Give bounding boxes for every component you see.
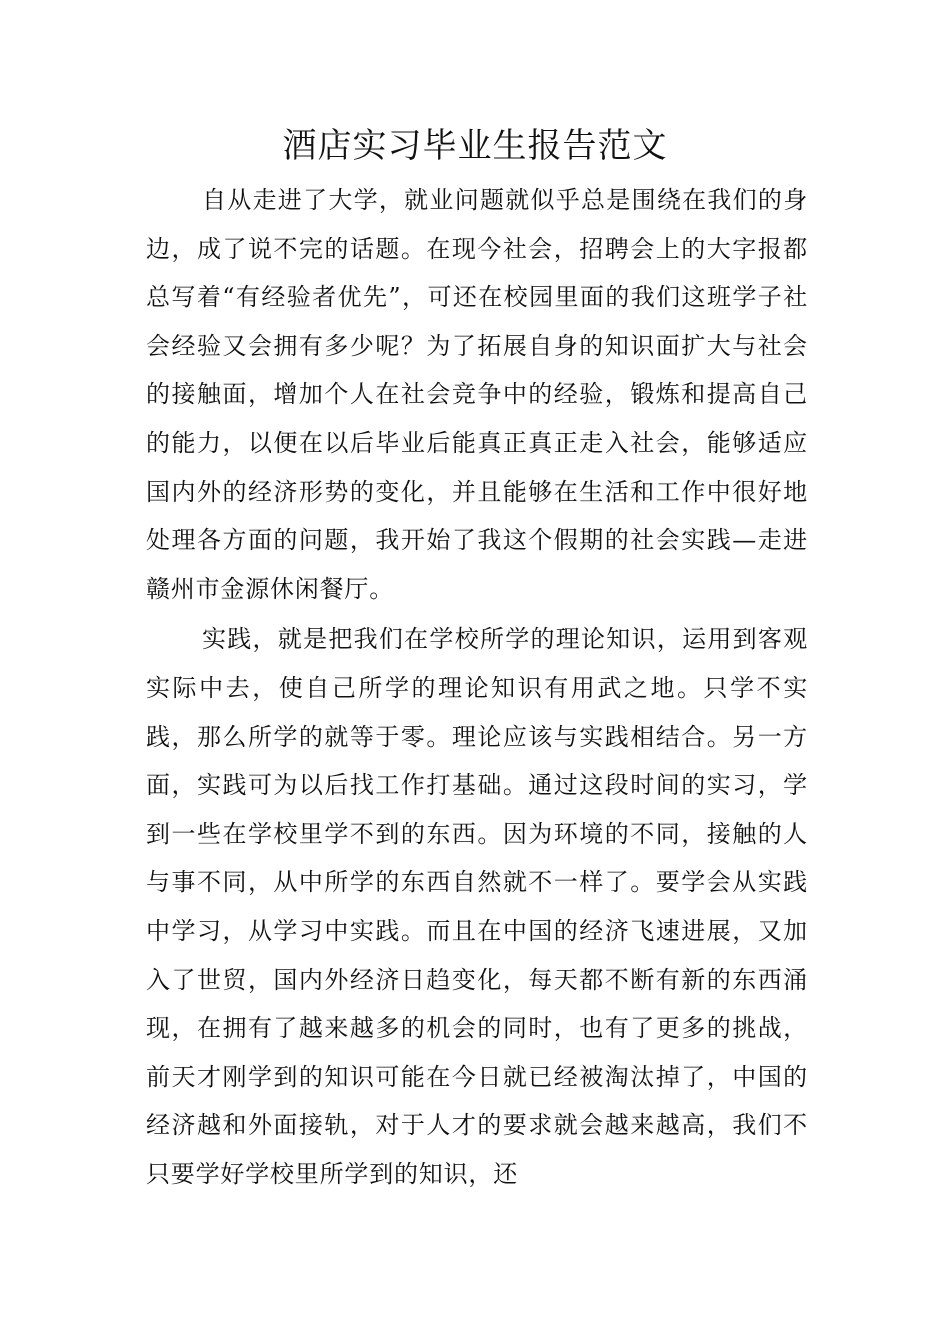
paragraph-1: 自从走进了大学，就业问题就似乎总是围绕在我们的身边，成了说不完的话题。在现今社会，招聘会上的大字报都总写着“有经验者优先”，可还在校园里面的我们这班学子社会经验又会拥有多少呢？为了拓展自身的知识面扩大与社会的接触面，增加个人在社会竞争中的经验，锻炼和提高自己的能力，以便在以后毕业后能真正真正走入社会，能够适应国内外的经济形势的变化，并且能够在生活和工作中很好地处理各方面的问题，我开始了我这个假期的社会实践—走进赣州市金源休闲餐厅。: [146, 186, 808, 603]
document-body: [146, 176, 808, 1198]
paragraph-2: 实践，就是把我们在学校所学的理论知识，运用到客观实际中去，使自己所学的理论知识有用武之地。只学不实践，那么所学的就等于零。理论应该与实践相结合。另一方面，实践可为以后找工作打基础。通过这段时间的实习，学到一些在学校里学不到的东西。因为环境的不同，接触的人与事不同，从中所学的东西自然就不一样了。要学会从实践中学习，从学习中实践。而且在中国的经济飞速进展，又加入了世贸，国内外经济日趋变化，每天都不断有新的东西涌现，在拥有了越来越多的机会的同时，也有了更多的挑战，前天才刚学到的知识可能在今日就已经被淘汰掉了，中国的经济越和外面接轨，对于人才的要求就会越来越高，我们不只要学好学校里所学到的知识，还: [146, 625, 808, 1188]
document-title: 酒店实习毕业生报告范文: [282, 126, 668, 166]
